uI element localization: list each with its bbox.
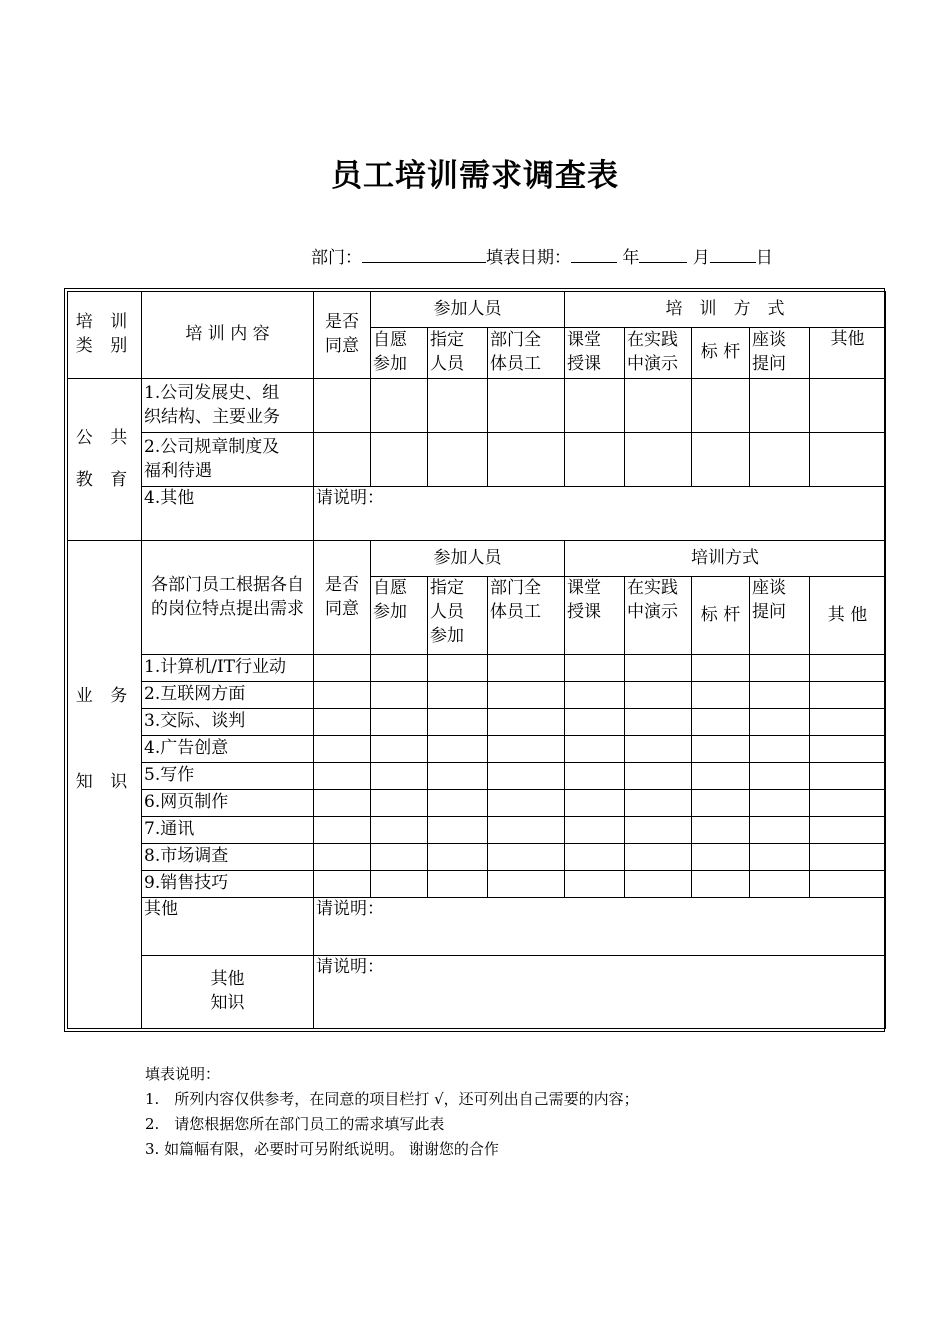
- check-cell[interactable]: [810, 736, 886, 763]
- header-participants: 参加人员: [371, 292, 565, 328]
- check-cell[interactable]: [625, 817, 692, 844]
- check-cell[interactable]: [810, 709, 886, 736]
- dept-field[interactable]: [362, 246, 486, 263]
- check-cell[interactable]: [565, 379, 625, 433]
- table-row: [68, 379, 886, 433]
- instruction-line: 3. 如篇幅有限，必要时可另附纸说明。 谢谢您的合作: [145, 1140, 499, 1158]
- check-cell[interactable]: [625, 655, 692, 682]
- explain-field[interactable]: 请说明：: [314, 898, 886, 956]
- check-cell[interactable]: [488, 817, 565, 844]
- check-cell[interactable]: [428, 790, 488, 817]
- explain-field[interactable]: 请说明：: [314, 956, 886, 1029]
- category-business: 业 务 知 识: [68, 541, 142, 1029]
- date-label: 填表日期：: [486, 248, 571, 268]
- item-label: 9.销售技巧: [142, 871, 314, 898]
- header-agree: 是否 同意: [314, 292, 371, 379]
- table-row: [68, 817, 886, 844]
- check-cell[interactable]: [371, 655, 428, 682]
- sub-other: 其 他: [810, 577, 886, 655]
- check-cell[interactable]: [371, 709, 428, 736]
- check-cell[interactable]: [428, 817, 488, 844]
- check-cell[interactable]: [565, 709, 625, 736]
- agree-cell[interactable]: [314, 709, 371, 736]
- sub-benchmark: 标 杆: [692, 328, 750, 379]
- check-cell[interactable]: [565, 763, 625, 790]
- header-participants: 参加人员: [371, 541, 565, 577]
- check-cell[interactable]: [810, 379, 886, 433]
- form-meta: [311, 243, 773, 268]
- item-label: 5.写作: [142, 763, 314, 790]
- check-cell[interactable]: [565, 790, 625, 817]
- item-label: 6.网页制作: [142, 790, 314, 817]
- item-label: 7.通讯: [142, 817, 314, 844]
- check-cell[interactable]: [371, 682, 428, 709]
- sub-discussion: 座谈 提问: [750, 328, 810, 379]
- sub-other: 其他: [810, 328, 886, 379]
- check-cell[interactable]: [625, 379, 692, 433]
- check-cell[interactable]: [810, 682, 886, 709]
- check-cell[interactable]: [488, 433, 565, 487]
- check-cell[interactable]: [625, 844, 692, 871]
- check-cell[interactable]: [750, 379, 810, 433]
- table-row: [68, 898, 886, 956]
- check-cell[interactable]: [750, 682, 810, 709]
- check-cell[interactable]: [428, 871, 488, 898]
- agree-cell[interactable]: [314, 433, 371, 487]
- check-cell[interactable]: [488, 844, 565, 871]
- table-row: [68, 871, 886, 898]
- table-row: [68, 844, 886, 871]
- check-cell[interactable]: [692, 736, 750, 763]
- check-cell[interactable]: [371, 379, 428, 433]
- table-row: [68, 790, 886, 817]
- check-cell[interactable]: [692, 871, 750, 898]
- business-content-header: 各部门员工根据各自的岗位特点提出需求: [142, 541, 314, 655]
- header-methods: 培 训 方 式: [565, 292, 886, 328]
- table-row: [68, 655, 886, 682]
- check-cell[interactable]: [625, 709, 692, 736]
- check-cell[interactable]: [428, 433, 488, 487]
- survey-table: [67, 291, 886, 1029]
- instructions-heading: 填表说明：: [145, 1065, 221, 1083]
- header-content: 培 训 内 容: [142, 292, 314, 379]
- sub-voluntary: 自愿 参加: [371, 328, 428, 379]
- check-cell[interactable]: [371, 763, 428, 790]
- check-cell[interactable]: [750, 655, 810, 682]
- year-label: 年: [622, 248, 640, 268]
- check-cell[interactable]: [750, 433, 810, 487]
- check-cell[interactable]: [692, 379, 750, 433]
- sub-all-staff: 部门全 体员工: [488, 577, 565, 655]
- check-cell[interactable]: [750, 871, 810, 898]
- check-cell[interactable]: [750, 817, 810, 844]
- item-label: 3.交际、谈判: [142, 709, 314, 736]
- check-cell[interactable]: [488, 682, 565, 709]
- table-row: [68, 763, 886, 790]
- sub-benchmark: 标 杆: [692, 577, 750, 655]
- item-other-label: 4.其他: [142, 487, 314, 541]
- sub-classroom: 课堂 授课: [565, 328, 625, 379]
- check-cell[interactable]: [750, 736, 810, 763]
- day-label: 日: [755, 248, 773, 268]
- check-cell[interactable]: [488, 790, 565, 817]
- sub-designated: 指定 人员: [428, 328, 488, 379]
- check-cell[interactable]: [810, 844, 886, 871]
- agree-cell[interactable]: [314, 682, 371, 709]
- agree-cell[interactable]: [314, 736, 371, 763]
- check-cell[interactable]: [488, 655, 565, 682]
- check-cell[interactable]: [810, 433, 886, 487]
- check-cell[interactable]: [428, 655, 488, 682]
- sub-practice-demo: 在实践 中演示: [625, 328, 692, 379]
- check-cell[interactable]: [565, 655, 625, 682]
- sub-all-staff: 部门全 体员工: [488, 328, 565, 379]
- sub-voluntary: 自愿 参加: [371, 577, 428, 655]
- check-cell[interactable]: [692, 790, 750, 817]
- check-cell[interactable]: [428, 763, 488, 790]
- check-cell[interactable]: [488, 871, 565, 898]
- check-cell[interactable]: [488, 763, 565, 790]
- check-cell[interactable]: [692, 433, 750, 487]
- check-cell[interactable]: [625, 433, 692, 487]
- agree-cell[interactable]: [314, 379, 371, 433]
- check-cell[interactable]: [810, 871, 886, 898]
- item-label: 4.广告创意: [142, 736, 314, 763]
- agree-cell[interactable]: [314, 844, 371, 871]
- instructions: [145, 1062, 639, 1162]
- category-public: 公 共 教 育: [68, 379, 142, 541]
- check-cell[interactable]: [488, 736, 565, 763]
- table-row: [68, 433, 886, 487]
- header-methods: 培训方式: [565, 541, 886, 577]
- check-cell[interactable]: [625, 736, 692, 763]
- check-cell[interactable]: [428, 736, 488, 763]
- check-cell[interactable]: [692, 844, 750, 871]
- category-other-knowledge: 其他 知识: [142, 956, 314, 1029]
- check-cell[interactable]: [565, 817, 625, 844]
- header-category: 培 训 类 别: [68, 292, 142, 379]
- check-cell[interactable]: [692, 763, 750, 790]
- month-field[interactable]: [639, 246, 687, 263]
- header-row: [68, 541, 886, 577]
- check-cell[interactable]: [625, 790, 692, 817]
- sub-classroom: 课堂 授课: [565, 577, 625, 655]
- check-cell[interactable]: [692, 655, 750, 682]
- item-label: 1.公司发展史、组 织结构、主要业务: [142, 379, 314, 433]
- check-cell[interactable]: [371, 871, 428, 898]
- header-agree: 是否 同意: [314, 541, 371, 655]
- check-cell[interactable]: [810, 790, 886, 817]
- check-cell[interactable]: [625, 763, 692, 790]
- check-cell[interactable]: [371, 790, 428, 817]
- check-cell[interactable]: [565, 433, 625, 487]
- check-cell[interactable]: [371, 736, 428, 763]
- explain-field[interactable]: 请说明：: [314, 487, 886, 541]
- check-cell[interactable]: [371, 817, 428, 844]
- check-cell[interactable]: [750, 790, 810, 817]
- item-label: 2.公司规章制度及 福利待遇: [142, 433, 314, 487]
- check-cell[interactable]: [565, 736, 625, 763]
- check-cell[interactable]: [428, 379, 488, 433]
- check-cell[interactable]: [428, 682, 488, 709]
- check-cell[interactable]: [692, 709, 750, 736]
- agree-cell[interactable]: [314, 790, 371, 817]
- check-cell[interactable]: [750, 763, 810, 790]
- table-row: [68, 709, 886, 736]
- check-cell[interactable]: [625, 682, 692, 709]
- check-cell[interactable]: [810, 763, 886, 790]
- check-cell[interactable]: [488, 379, 565, 433]
- check-cell[interactable]: [371, 433, 428, 487]
- check-cell[interactable]: [692, 682, 750, 709]
- item-label: 2.互联网方面: [142, 682, 314, 709]
- table-row: [68, 736, 886, 763]
- check-cell[interactable]: [750, 844, 810, 871]
- check-cell[interactable]: [428, 709, 488, 736]
- agree-cell[interactable]: [314, 817, 371, 844]
- table-row: [68, 487, 886, 541]
- check-cell[interactable]: [750, 709, 810, 736]
- sub-designated: 指定 人员 参加: [428, 577, 488, 655]
- check-cell[interactable]: [625, 871, 692, 898]
- check-cell[interactable]: [565, 871, 625, 898]
- instruction-line: 1. 所列内容仅供参考，在同意的项目栏打 √，还可列出自己需要的内容；: [145, 1090, 639, 1108]
- check-cell[interactable]: [371, 844, 428, 871]
- year-field[interactable]: [571, 246, 617, 263]
- check-cell[interactable]: [692, 817, 750, 844]
- table-row: [68, 956, 886, 1029]
- agree-cell[interactable]: [314, 871, 371, 898]
- instruction-line: 2. 请您根据您所在部门员工的需求填写此表: [145, 1115, 445, 1133]
- item-label: 8.市场调查: [142, 844, 314, 871]
- sub-discussion: 座谈 提问: [750, 577, 810, 655]
- check-cell[interactable]: [565, 682, 625, 709]
- form-title: 员工培训需求调查表: [331, 158, 619, 194]
- day-field[interactable]: [710, 246, 756, 263]
- month-label: 月: [692, 248, 710, 268]
- agree-cell[interactable]: [314, 763, 371, 790]
- item-label: 1.计算机/IT行业动: [142, 655, 314, 682]
- check-cell[interactable]: [428, 844, 488, 871]
- check-cell[interactable]: [810, 817, 886, 844]
- check-cell[interactable]: [488, 709, 565, 736]
- header-row: [68, 292, 886, 328]
- check-cell[interactable]: [810, 655, 886, 682]
- dept-label: 部门：: [311, 248, 362, 268]
- sub-practice-demo: 在实践 中演示: [625, 577, 692, 655]
- table-row: [68, 682, 886, 709]
- agree-cell[interactable]: [314, 655, 371, 682]
- item-other-label: 其他: [142, 898, 314, 956]
- check-cell[interactable]: [565, 844, 625, 871]
